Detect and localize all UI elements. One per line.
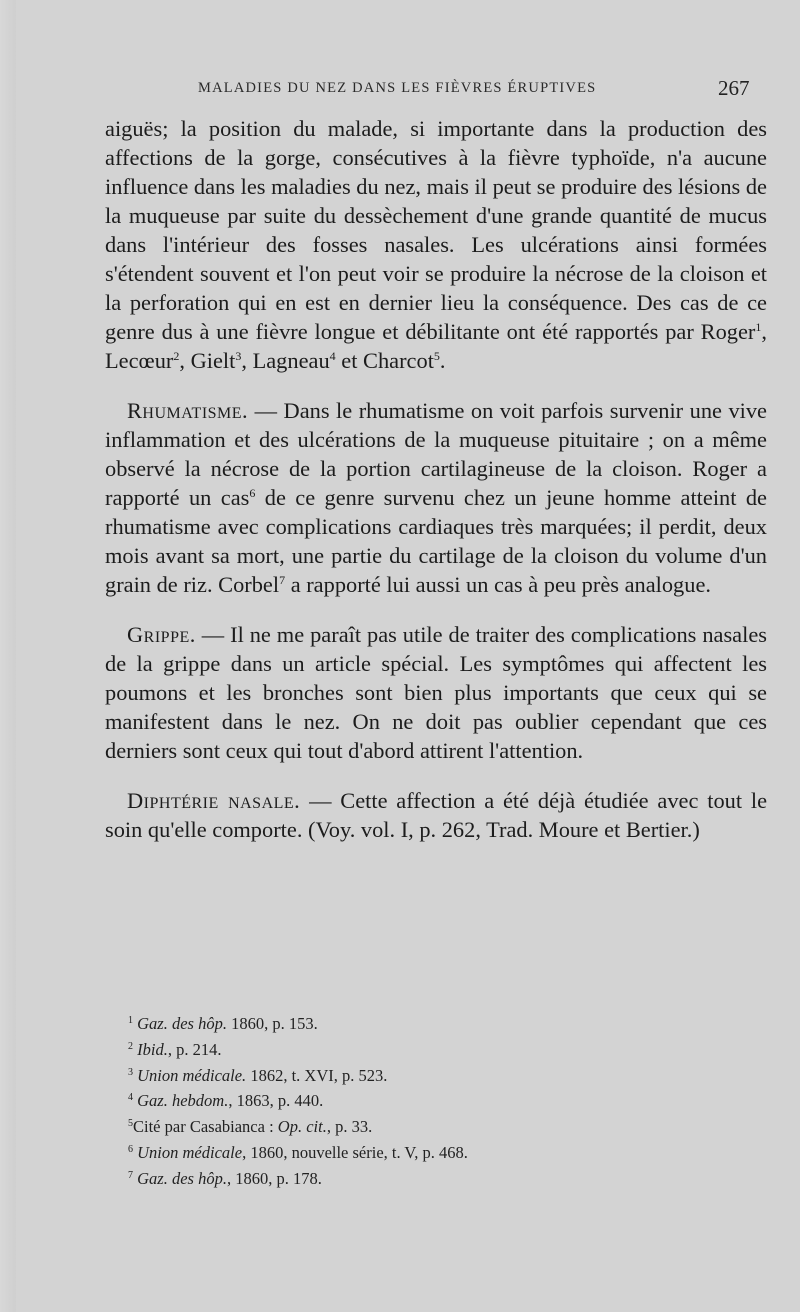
footnote-detail: , 1860, p. 178.	[226, 1168, 322, 1188]
footnote	[128, 1140, 748, 1166]
paragraph-rhumatisme-text-a: — Dans le rhumatisme on voit parfois survenir une vive inflammation et des ulcérations de la muqueuse pituitaire ; on a même observé la nécrose de la portion cartilagineuse de la cloison. Roger a rapporté un cas	[105, 398, 767, 510]
paragraph-diphterie-text: — Cette affection a été déjà étudiée avec tout le soin qu'elle comporte. (Voy. vol. I, p. 262, Trad. Moure et Bertier.)	[105, 788, 768, 842]
paragraph-grippe-text: — Il ne me paraît pas utile de traiter des complications nasales de la grippe dans un article spécial. Les symptômes qui affectent les poumons et les bronches sont bien plus importants que ceux qui se manifestent dans le nez. On ne doit pas oublier cependant que ces derniers sont ceux qui tout d'abord attirent l'attention.	[105, 622, 767, 763]
footnote-source: Op. cit.	[277, 1117, 327, 1137]
footnote-marker-2: 2	[173, 349, 180, 363]
footnote-source: Gaz. hebdom.	[137, 1091, 229, 1111]
footnotes	[128, 1011, 748, 1192]
paragraph-typhoid: aiguës; la position du malade, si importante dans la production des affections de la gorge, consécutives à la fièvre typhoïde, n'a aucune influence dans les maladies du nez, mais il peut se produire des lésions de la muqueuse par suite du dessèchement d'une grande quantité de mucus dans l'intérieur des fosses nasales. Les ulcérations ainsi formées s'étendent souvent et l'on peut voir se produire la nécrose de la cloison et la perforation qui en est en dernier lieu la conséquence. Des cas de ce genre dus à une fièvre longue et débilitante ont été rapportés par Roger$^1$, Lecœur$^2$, Gielt$^3$, Lagneau$^4$ et Charcot$^5$.	[105, 116, 767, 373]
footnote	[128, 1088, 748, 1114]
footnote-marker-4: 4	[329, 349, 336, 363]
footnote-detail: , p. 214.	[167, 1039, 222, 1059]
footnote-marker-7: 7	[279, 573, 286, 587]
footnote-marker-6: 6	[249, 486, 256, 500]
section-heading-grippe: Grippe.	[127, 622, 196, 647]
footnote-source: Union médicale.	[137, 1065, 247, 1085]
footnote-number: 4	[128, 1092, 133, 1104]
paragraph-typhoid-text: aiguës; la position du malade, si importante dans la production des affections de la gorge, consécutives à la fièvre typhoïde, n'a aucune influence dans les maladies du nez, mais il peut se produire des lésions de la muqueuse par suite du dessèchement d'une grande quantité de mucus dans l'intérieur des fosses nasales. Les ulcérations ainsi formées s'étendent souvent et l'on peut voir se produire la nécrose de la cloison et la perforation qui en est en dernier lieu la conséquence. Des cas de ce genre dus à une fièvre longue et débilitante ont été rapportés par	[105, 116, 767, 344]
page-edge	[0, 0, 16, 1312]
footnote-source: Union médicale	[137, 1142, 243, 1162]
footnote-number: 6	[128, 1143, 133, 1155]
footnote-number: 1	[128, 1015, 133, 1026]
footnote-number: 2	[128, 1040, 133, 1052]
footnote-prefix: Cité par Casabianca :	[133, 1117, 278, 1137]
ref-roger: Roger	[700, 319, 756, 344]
footnote	[128, 1114, 748, 1140]
footnote-number: 5	[128, 1118, 133, 1130]
footnote-source: Gaz. des hôp.	[137, 1014, 227, 1033]
footnote-detail: , 1863, p. 440.	[228, 1091, 324, 1111]
footnote-marker-1: 1	[755, 320, 762, 334]
paragraph-rhumatisme-text-c: a rapporté lui aussi un cas à peu près analogue.	[285, 572, 711, 597]
section-heading-diphterie: Diphtérie nasale.	[127, 788, 301, 813]
footnote-source: Ibid.	[137, 1039, 168, 1059]
paragraph-grippe	[105, 620, 767, 765]
footnote-detail: , 1860, nouvelle série, t. V, p. 468.	[242, 1142, 468, 1162]
body-text	[105, 114, 767, 844]
footnote	[128, 1063, 748, 1089]
footnote-detail: 1862, t. XVI, p. 523.	[246, 1065, 388, 1085]
footnote-number: 3	[128, 1066, 133, 1078]
footnote-source: Gaz. des hôp.	[137, 1168, 227, 1188]
footnote	[128, 1166, 748, 1192]
footnote	[128, 1037, 748, 1063]
section-heading-rhumatisme: Rhumatisme.	[127, 398, 249, 423]
footnote	[128, 1011, 748, 1037]
page-number: 267	[718, 76, 750, 100]
footnote-marker-5: 5	[433, 349, 440, 363]
ref-lagneau: Lagneau	[252, 348, 330, 373]
ref-conjunction: et	[341, 348, 358, 373]
paragraph-diphterie	[105, 786, 767, 844]
ref-charcot: Charcot	[363, 348, 434, 373]
paragraph-rhumatisme-text-b: de ce genre survenu chez un jeune homme atteint de rhumatisme avec complications cardiaques très marquées; il perdit, deux mois avant sa mort, une partie du cartilage de la cloison du volume d'un grain de riz. Corbel	[105, 485, 767, 597]
running-title: MALADIES DU NEZ DANS LES FIÈVRES ÉRUPTIVES	[198, 80, 597, 96]
footnote-detail: 1860, p. 153.	[226, 1014, 318, 1033]
footnote-marker-3: 3	[235, 349, 242, 363]
footnote-number: 7	[128, 1169, 133, 1181]
paragraph-rhumatisme	[105, 396, 767, 599]
footnote-detail: , p. 33.	[326, 1117, 373, 1137]
ref-gielt: Gielt	[190, 348, 236, 373]
ref-lecoeur: Lecœur	[105, 348, 174, 373]
